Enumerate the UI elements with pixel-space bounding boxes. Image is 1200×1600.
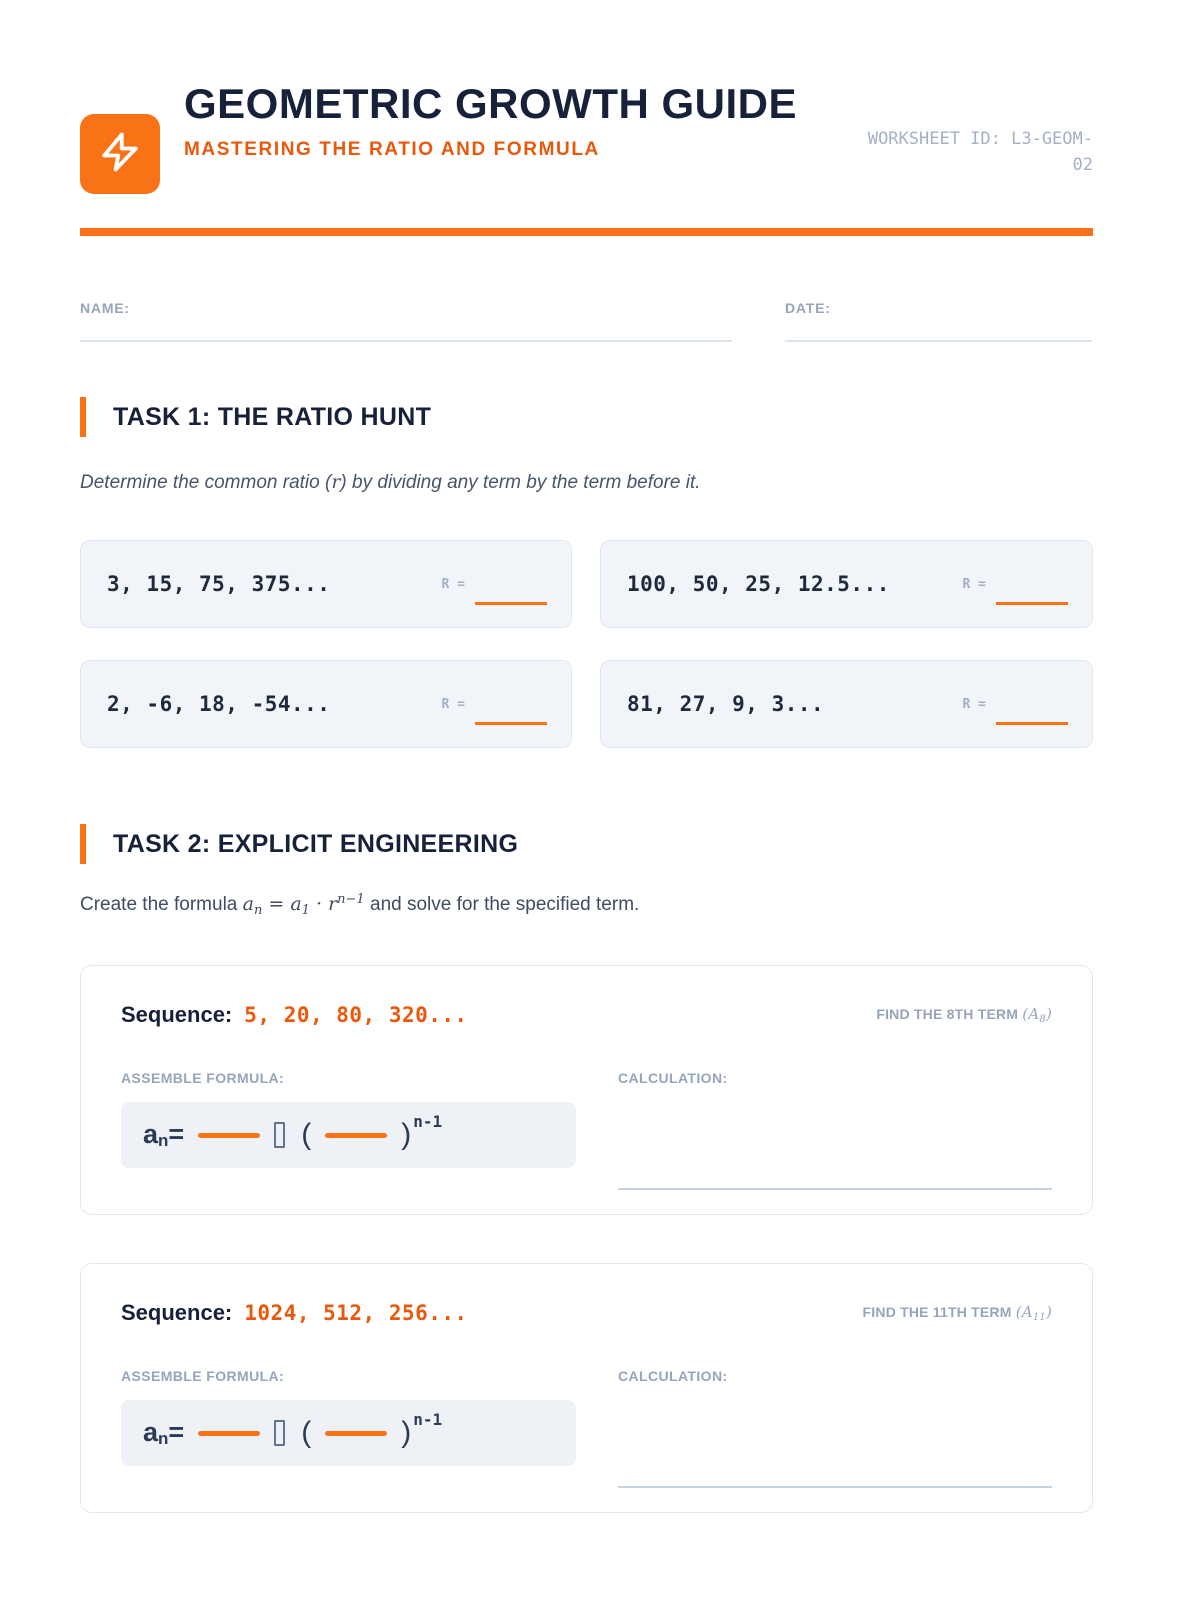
task1-heading: [80, 397, 1093, 437]
calculation-answer-line[interactable]: [618, 1188, 1052, 1190]
ratio-answer-blank[interactable]: [996, 701, 1068, 725]
first-term-blank[interactable]: [198, 1133, 260, 1138]
calculation-answer-line[interactable]: [618, 1486, 1052, 1488]
sequence-label: Sequence:: [121, 1002, 233, 1027]
name-label: NAME:: [80, 300, 130, 316]
open-paren: (: [301, 1416, 312, 1449]
find-term-label: FIND THE 8TH TERM $(A_8)$: [876, 1005, 1052, 1025]
lightning-bolt-icon: [99, 131, 141, 178]
calculation-column: [618, 1070, 1052, 1168]
assemble-column: [121, 1368, 576, 1466]
ratio-label: R =: [441, 696, 465, 712]
ratio-answer-blank[interactable]: [475, 701, 547, 725]
close-paren: ): [401, 1118, 412, 1151]
ratio-problem-card-1: [80, 540, 572, 628]
assemble-formula-label: ASSEMBLE FORMULA:: [121, 1368, 285, 1384]
sequence-text: 81, 27, 9, 3...: [627, 692, 825, 716]
date-input-line[interactable]: [785, 340, 1092, 342]
task2-instruction: [80, 892, 1093, 918]
work-area: [121, 1368, 1052, 1466]
ratio-label: R =: [962, 696, 986, 712]
task1-instruction: [80, 471, 1093, 494]
exponent: n-1: [413, 1409, 443, 1429]
page-subtitle: MASTERING THE RATIO AND FORMULA: [184, 138, 600, 160]
close-paren: ): [401, 1416, 412, 1449]
calculation-label: CALCULATION:: [618, 1368, 728, 1384]
title-block: [184, 78, 855, 161]
calculation-column: [618, 1368, 1052, 1466]
name-field: [80, 300, 732, 342]
ratio-problem-card-3: [80, 660, 572, 748]
date-field: [785, 300, 1092, 342]
open-paren: (: [301, 1118, 312, 1151]
math-var-r: r: [331, 471, 341, 493]
intro-text: Create the formula: [80, 894, 243, 915]
ratio-answer-blank[interactable]: [996, 581, 1068, 605]
formula-assembly-box: [121, 1400, 576, 1466]
sequence-text: 3, 15, 75, 375...: [107, 572, 331, 596]
formula-assembly-box: [121, 1102, 576, 1168]
header: [80, 78, 1093, 194]
ratio-label: R =: [441, 576, 465, 592]
heading-accent-bar: [80, 824, 86, 864]
exponent: n-1: [413, 1111, 443, 1131]
find-term-label: FIND THE 11TH TERM $(A_{11})$: [862, 1303, 1052, 1323]
sequence-label: Sequence:: [121, 1300, 233, 1325]
sequence-text: 100, 50, 25, 12.5...: [627, 572, 890, 596]
sequence-row: [121, 1002, 1052, 1028]
work-area: [121, 1070, 1052, 1168]
header-divider: [80, 228, 1093, 236]
calculation-label: CALCULATION:: [618, 1070, 728, 1086]
ratio-blank[interactable]: [325, 1431, 387, 1436]
sequence-value: 5, 20, 80, 320...: [244, 1003, 468, 1027]
instruction-text: Determine the common ratio (: [80, 472, 332, 493]
meta-row: [80, 300, 1093, 342]
sequence-text: 2, -6, 18, -54...: [107, 692, 331, 716]
ratio-blank[interactable]: [325, 1133, 387, 1138]
first-term-blank[interactable]: [198, 1431, 260, 1436]
heading-accent-bar: [80, 397, 86, 437]
ratio-label: R =: [962, 576, 986, 592]
ratio-problems-grid: [80, 540, 1093, 748]
page-title: GEOMETRIC GROWTH GUIDE: [184, 80, 797, 127]
ratio-problem-card-2: [600, 540, 1093, 628]
missing-glyph-box: [274, 1420, 285, 1446]
assemble-formula-label: ASSEMBLE FORMULA:: [121, 1070, 285, 1086]
task2-heading: [80, 824, 1093, 864]
formula-lhs: an=: [143, 1119, 185, 1150]
sequence-value: 1024, 512, 256...: [244, 1301, 468, 1325]
ratio-problem-card-4: [600, 660, 1093, 748]
math-formula: $a_n = a_1 \cdot r^{n-1}$: [242, 892, 365, 918]
explicit-problem-card-2: [80, 1263, 1093, 1513]
task2-title: TASK 2: EXPLICIT ENGINEERING: [113, 829, 519, 858]
task1-title: TASK 1: THE RATIO HUNT: [113, 402, 432, 431]
sequence-row: [121, 1300, 1052, 1326]
worksheet-id: WORKSHEET ID: L3-GEOM-02: [867, 129, 1093, 176]
assemble-column: [121, 1070, 576, 1168]
instruction-text-post: ) by dividing any term by the term before it.: [340, 472, 701, 493]
date-label: DATE:: [785, 300, 831, 316]
logo-badge: [80, 114, 160, 194]
missing-glyph-box: [274, 1122, 285, 1148]
ratio-answer-blank[interactable]: [475, 581, 547, 605]
intro-text-post: and solve for the specified term.: [364, 894, 640, 915]
name-input-line[interactable]: [80, 340, 732, 342]
formula-lhs: an=: [143, 1417, 185, 1448]
explicit-problem-card-1: [80, 965, 1093, 1215]
